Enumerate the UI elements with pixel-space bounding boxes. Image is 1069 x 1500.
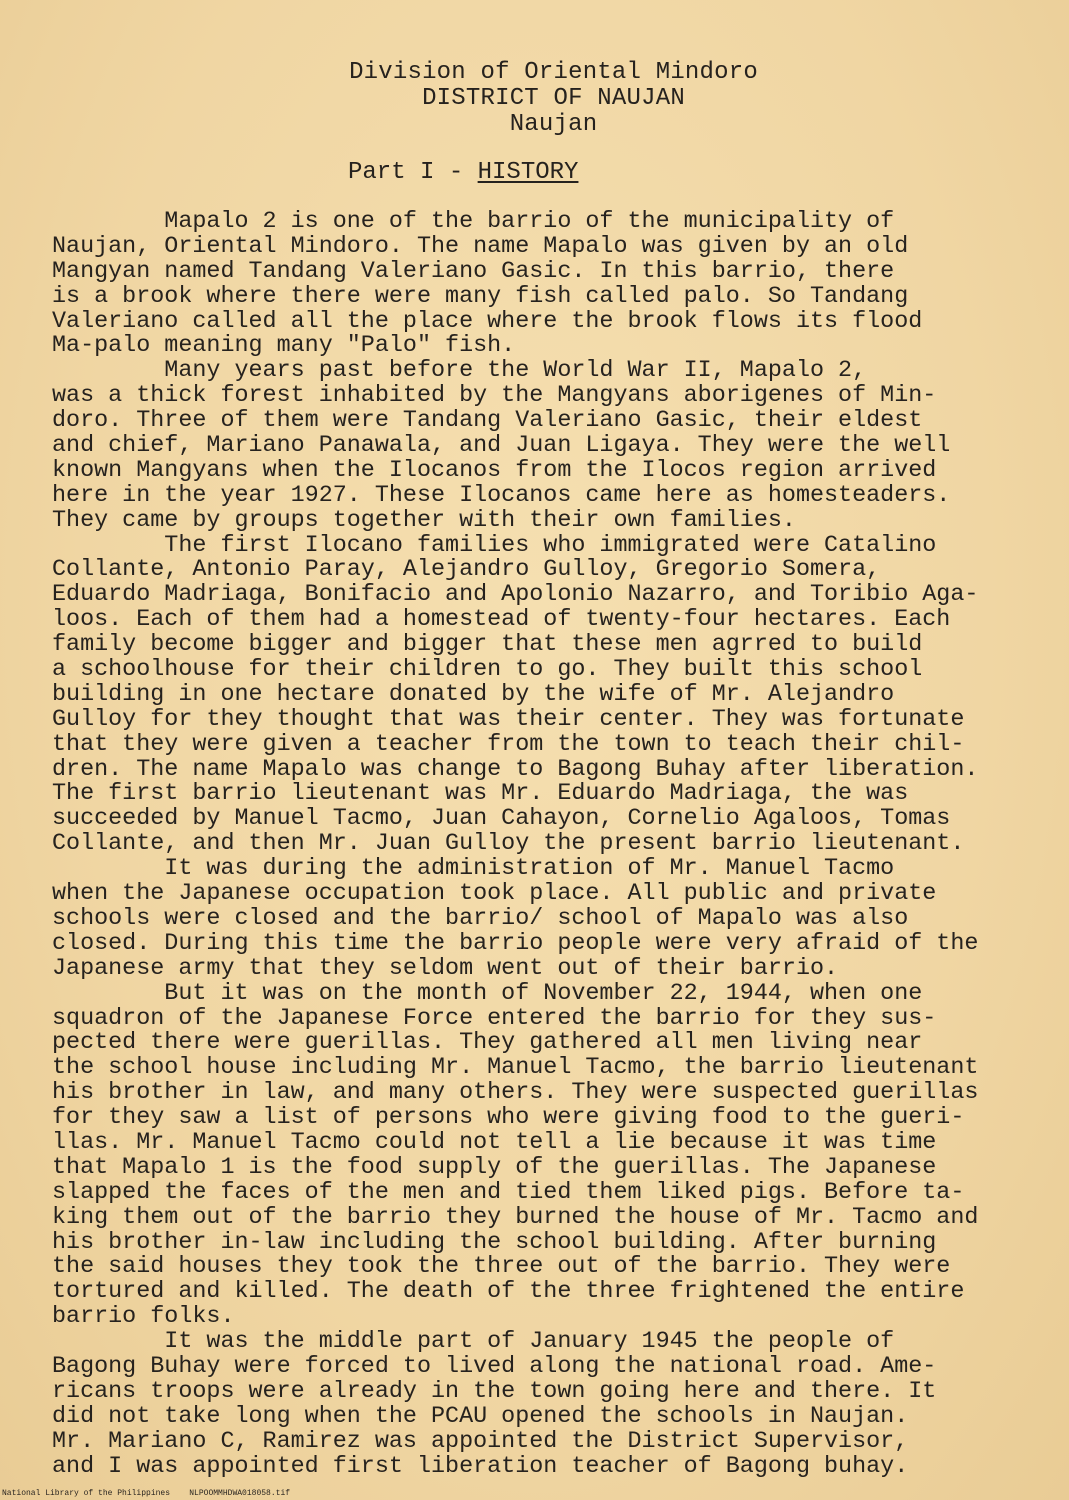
text-line: Gulloy for they thought that was their center. They was fortunate: [52, 706, 965, 733]
history-body: [52, 210, 1042, 1479]
text-line: barrio folks.: [52, 1304, 235, 1331]
text-line: doro. Three of them were Tandang Valeriano Gasic, their eldest: [52, 408, 923, 435]
text-line: succeeded by Manuel Tacmo, Juan Cahayon, Cornelio Agaloos, Tomas: [52, 806, 951, 833]
text-line: Mangyan named Tandang Valeriano Gasic. In this barrio, there: [52, 258, 895, 285]
text-line: Mr. Mariano C, Ramirez was appointed the District Supervisor,: [52, 1428, 909, 1455]
header-district: DISTRICT OF NAUJAN: [422, 85, 685, 112]
text-line: Valeriano called all the place where the brook flows its flood: [52, 308, 923, 335]
part-prefix: Part I -: [348, 159, 478, 186]
text-line: slapped the faces of the men and tied them liked pigs. Before ta-: [52, 1179, 965, 1206]
text-line: Japanese army that they seldom went out of their barrio.: [52, 955, 839, 982]
text-line: the school house including Mr. Manuel Tacmo, the barrio lieutenant: [52, 1055, 979, 1082]
text-line: schools were closed and the barrio/ school of Mapalo was also: [52, 905, 909, 932]
text-line: llas. Mr. Manuel Tacmo could not tell a lie because it was time: [52, 1129, 937, 1156]
text-line: for they saw a list of persons who were giving food to the gueri-: [52, 1105, 965, 1132]
text-line: pected there were guerillas. They gathered all men living near: [52, 1030, 923, 1057]
text-line: But it was on the month of November 22, 1944, when one: [52, 980, 923, 1007]
header-division: Division of Oriental Mindoro: [349, 59, 758, 86]
text-line: loos. Each of them had a homestead of twenty-four hectares. Each: [52, 607, 951, 634]
text-line: known Mangyans when the Ilocanos from the Ilocos region arrived: [52, 457, 937, 484]
text-line: his brother in-law including the school building. After burning: [52, 1229, 937, 1256]
text-line: It was during the administration of Mr. Manuel Tacmo: [52, 856, 895, 883]
text-line: Many years past before the World War II, Mapalo 2,: [52, 358, 867, 385]
text-line: his brother in law, and many others. They were suspected guerillas: [52, 1080, 979, 1107]
text-line: Collante, Antonio Paray, Alejandro Gulloy, Gregorio Somera,: [52, 557, 881, 584]
text-line: and chief, Mariano Panawala, and Juan Ligaya. They were the well: [52, 433, 951, 460]
text-line: here in the year 1927. These Ilocanos came here as homesteaders.: [52, 482, 951, 509]
text-line: when the Japanese occupation took place. All public and private: [52, 881, 937, 908]
footer-filename: NLPOOMMHDWA018058.tif: [189, 1489, 291, 1498]
text-line: Naujan, Oriental Mindoro. The name Mapalo was given by an old: [52, 233, 909, 260]
text-line: family become bigger and bigger that these men agrred to build: [52, 632, 923, 659]
part-title: [348, 160, 578, 186]
text-line: a schoolhouse for their children to go. They built this school: [52, 657, 923, 684]
text-line: was a thick forest inhabited by the Mangyans aborigenes of Min-: [52, 383, 937, 410]
text-line: Eduardo Madriaga, Bonifacio and Apolonio Nazarro, and Toribio Aga-: [52, 582, 979, 609]
text-line: is a brook where there were many fish called palo. So Tandang: [52, 283, 909, 310]
text-line: dren. The name Mapalo was change to Bagong Buhay after liberation.: [52, 756, 979, 783]
text-line: ricans troops were already in the town going here and there. It: [52, 1378, 937, 1405]
text-line: that they were given a teacher from the town to teach their chil-: [52, 731, 965, 758]
footer-library: National Library of the Philippines: [2, 1489, 171, 1498]
text-line: Collante, and then Mr. Juan Gulloy the present barrio lieutenant.: [52, 831, 965, 858]
text-line: Mapalo 2 is one of the barrio of the municipality of: [52, 209, 895, 235]
text-line: The first Ilocano families who immigrated were Catalino: [52, 532, 937, 559]
text-line: tortured and killed. The death of the three frightened the entire: [52, 1279, 965, 1306]
text-line: and I was appointed first liberation teacher of Bagong buhay.: [52, 1453, 909, 1480]
text-line: king them out of the barrio they burned the house of Mr. Tacmo and: [52, 1204, 979, 1231]
text-line: did not take long when the PCAU opened the schools in Naujan.: [52, 1403, 909, 1430]
text-line: Ma-palo meaning many "Palo" fish.: [52, 333, 516, 360]
text-line: building in one hectare donated by the wife of Mr. Alejandro: [52, 681, 895, 708]
text-line: the said houses they took the three out of the barrio. They were: [52, 1254, 951, 1281]
footer-caption: [2, 1489, 290, 1499]
text-line: that Mapalo 1 is the food supply of the guerillas. The Japanese: [52, 1154, 937, 1181]
text-line: The first barrio lieutenant was Mr. Eduardo Madriaga, the was: [52, 781, 909, 808]
text-line: It was the middle part of January 1945 the people of: [52, 1329, 895, 1356]
part-heading: HISTORY: [477, 159, 579, 186]
header-town: Naujan: [509, 111, 598, 138]
text-line: closed. During this time the barrio people were very afraid of the: [52, 930, 979, 957]
text-line: squadron of the Japanese Force entered the barrio for they sus-: [52, 1005, 937, 1032]
text-line: They came by groups together with their own families.: [52, 507, 796, 534]
text-line: Bagong Buhay were forced to lived along the national road. Ame-: [52, 1353, 937, 1380]
